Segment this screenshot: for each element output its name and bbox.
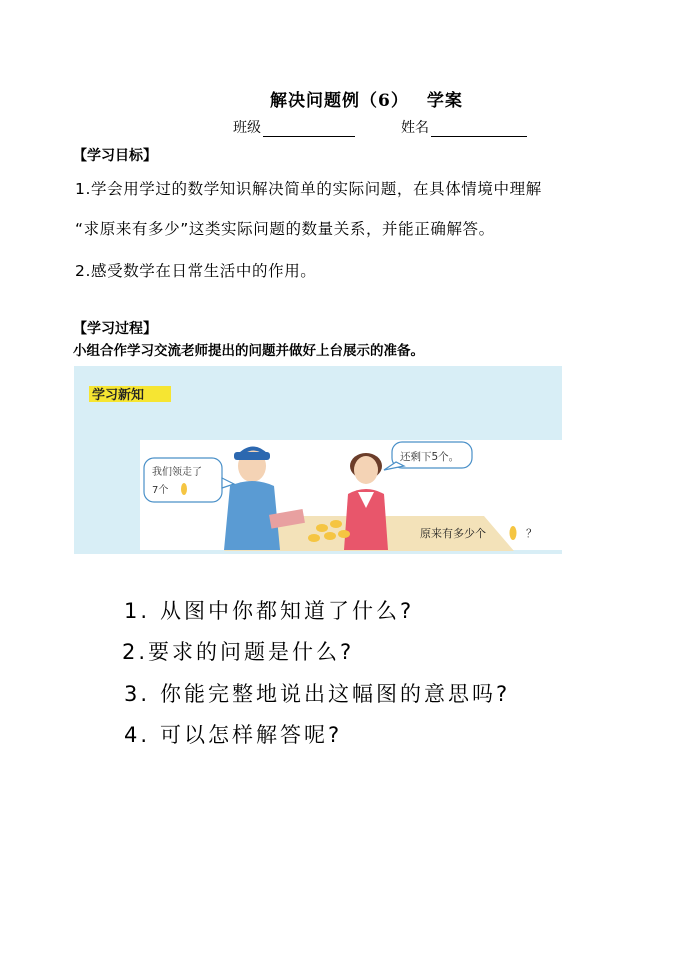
scene-question: 原来有多少个 [420,527,486,540]
svg-text:还剩下5个。: 还剩下5个。 [400,451,460,463]
question-2-text: 要求的问题是什么? [148,640,355,664]
question-1 [124,595,414,625]
class-blank[interactable] [263,121,355,137]
svg-text:7个: 7个 [152,485,169,496]
question-3-text: 你能完整地说出这幅图的意思吗? [160,682,511,706]
class-field [233,117,355,137]
name-blank[interactable] [431,121,527,137]
question-1-text: 从图中你都知道了什么? [160,599,415,623]
goal-item-1-line-1: 1.学会用学过的数学知识解决简单的实际问题，在具体情境中理解 [75,180,542,198]
instruction-text: 小组合作学习交流老师提出的问题并做好上台展示的准备。 [73,343,424,359]
name-field [401,117,527,137]
title-main: 解决问题例（6） [270,91,409,111]
goals-heading: 【学习目标】 [73,148,157,164]
question-2-number: 2. [122,640,149,664]
question-1-number: 1. [124,599,151,623]
question-4-text: 可以怎样解答呢? [160,723,343,747]
tag-label: 学习新知 [92,388,145,403]
question-2 [122,636,354,666]
title-suffix: 学案 [426,91,463,111]
goal-item-2: 2.感受数学在日常生活中的作用。 [75,262,317,280]
page-title [270,86,463,111]
class-label: 班级 [233,120,261,136]
goal-item-1-line-2: “求原来有多少”这类实际问题的数量关系，并能正确解答。 [75,220,495,238]
corn-icon [510,526,517,540]
question-4 [124,719,342,749]
name-label: 姓名 [401,120,429,136]
boy-speech-bubble [144,458,234,502]
question-mark: ？ [526,527,537,540]
question-3 [124,678,510,708]
scene-illustration [74,366,562,554]
girl-speech-bubble [384,442,472,470]
question-3-number: 3. [124,682,151,706]
question-4-number: 4. [124,723,151,747]
girl-figure [344,453,388,550]
svg-text:我们领走了: 我们领走了 [152,467,202,478]
process-heading: 【学习过程】 [73,321,157,337]
